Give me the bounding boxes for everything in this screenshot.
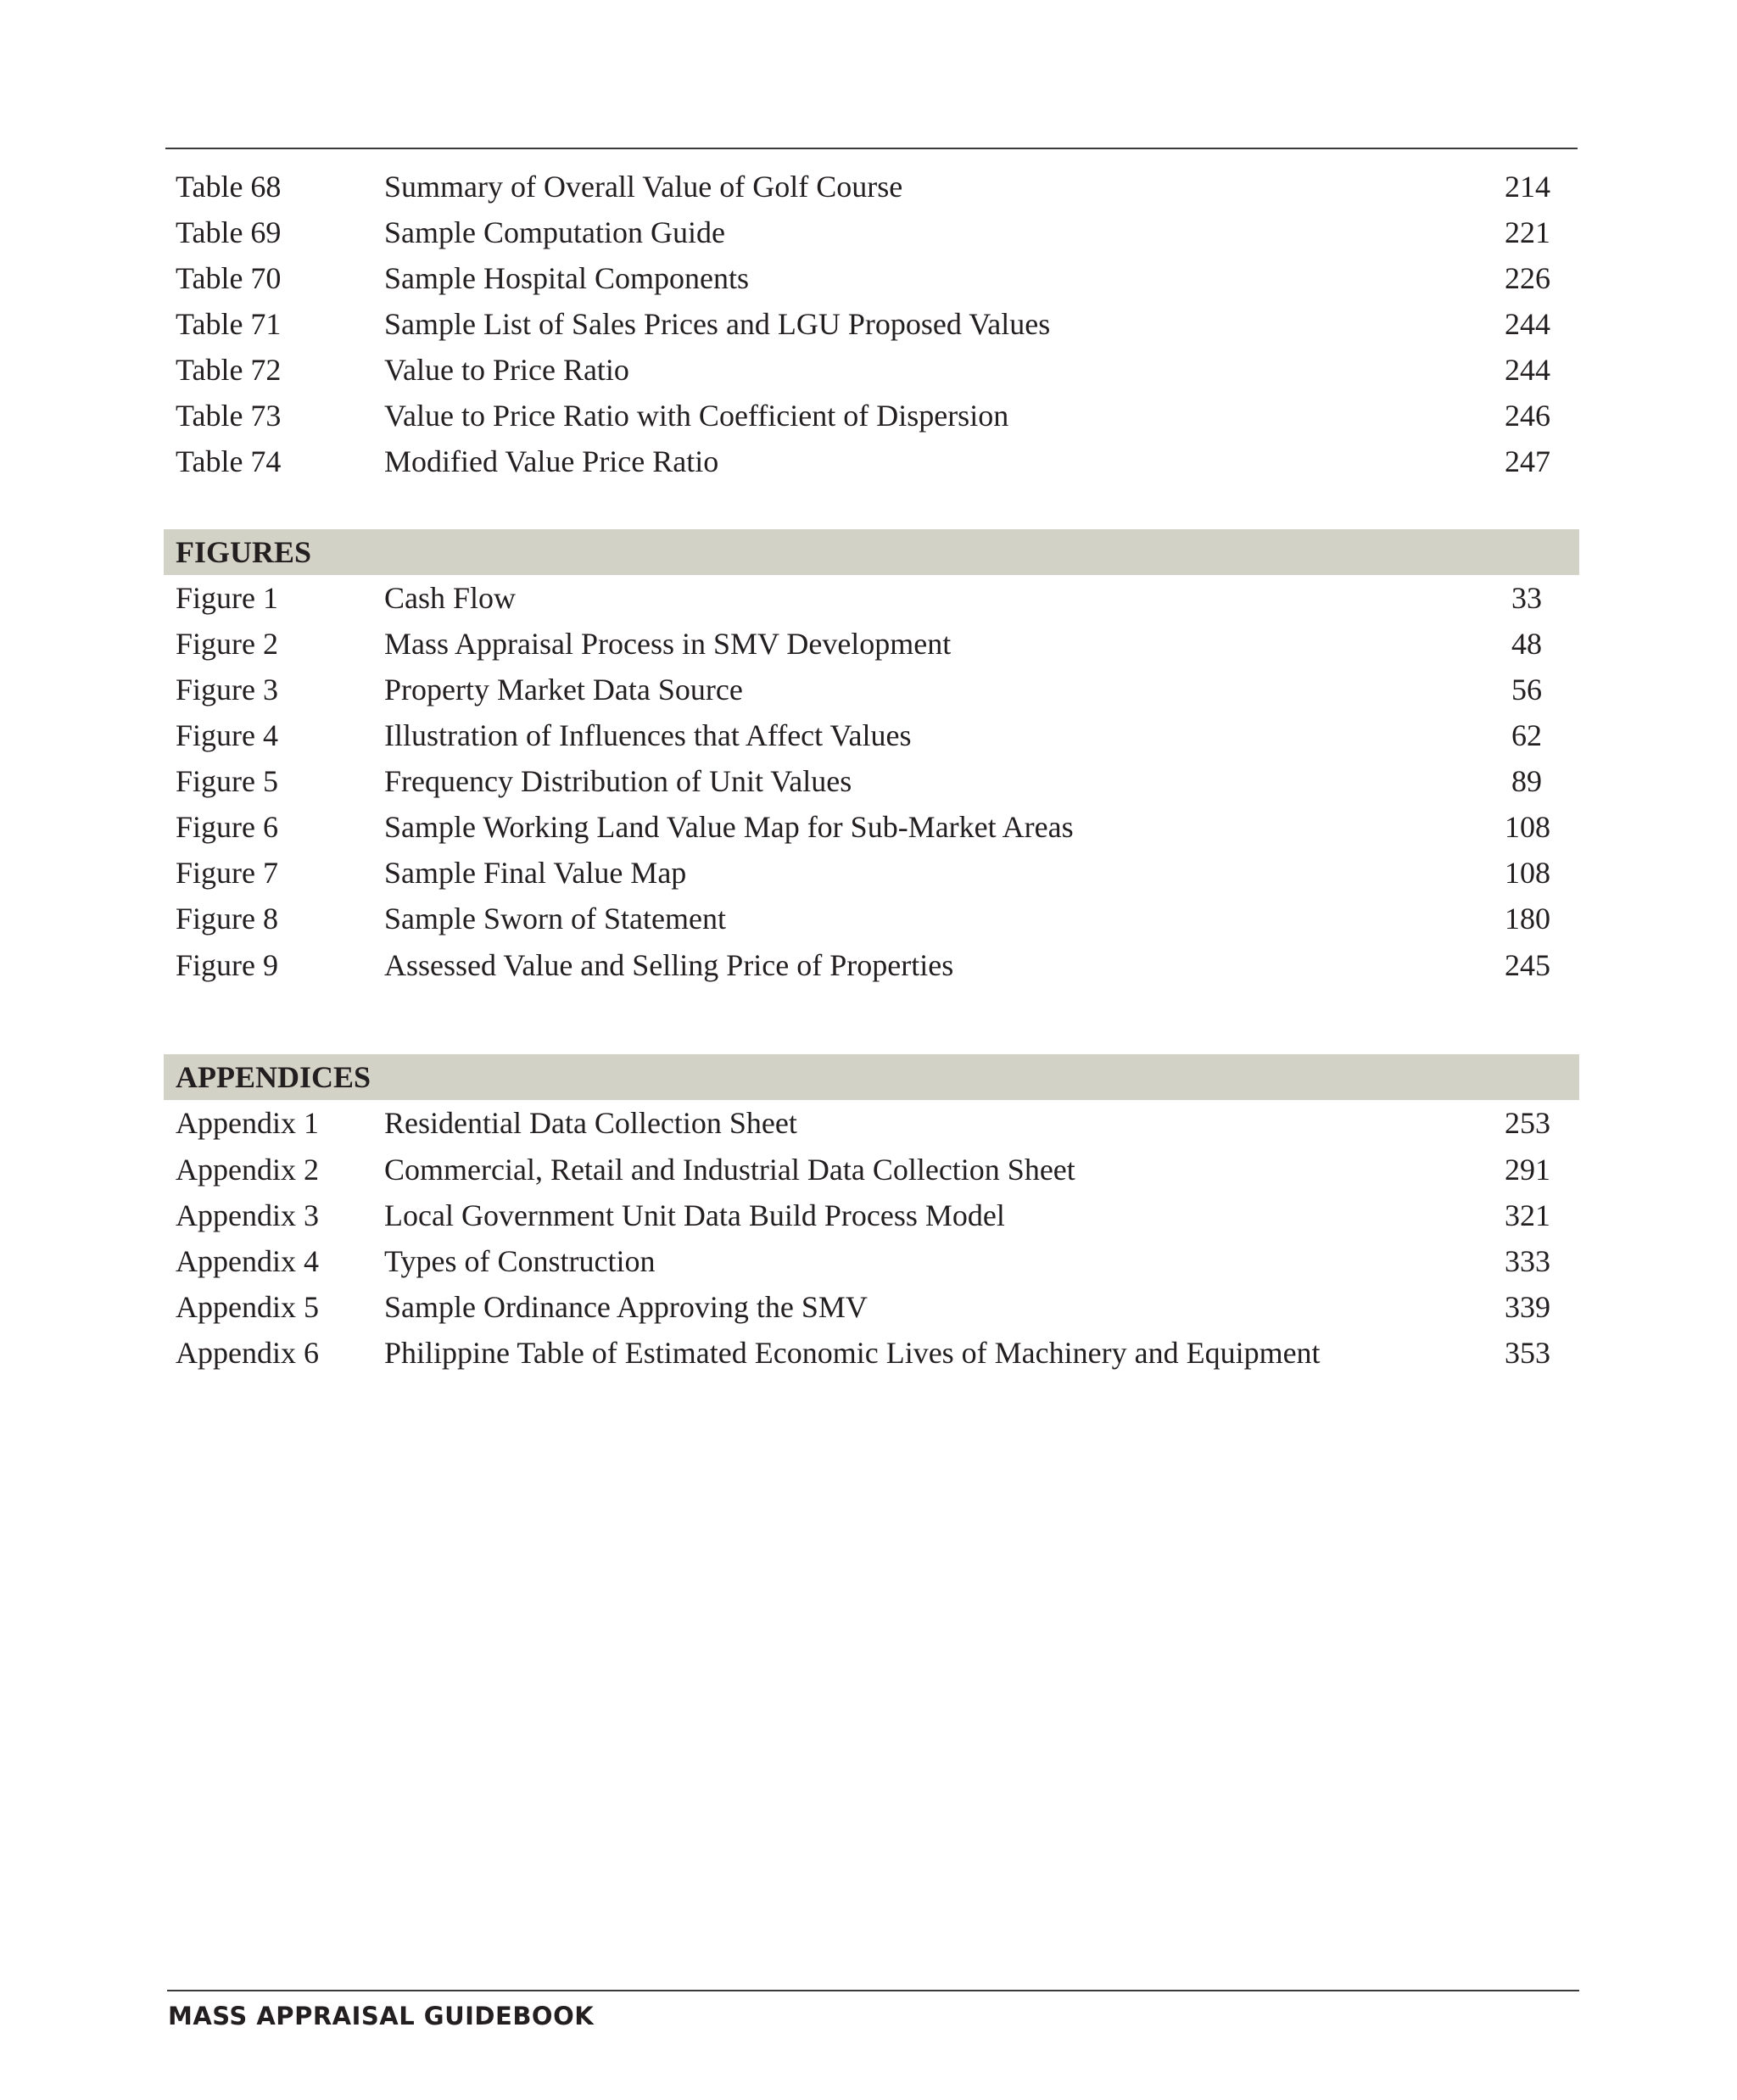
entry-label: Figure 2 (176, 627, 278, 661)
entry-page-number: 247 (1505, 444, 1550, 478)
toc-entry-figure-3[interactable] (165, 667, 1578, 712)
entry-title: Sample Sworn of Statement (384, 902, 726, 936)
toc-entry-appendix-6[interactable] (165, 1330, 1578, 1376)
entry-title: Sample Final Value Map (384, 856, 687, 890)
entry-page-number: 108 (1505, 856, 1550, 890)
entry-label: Appendix 5 (176, 1290, 319, 1324)
entry-page-number: 333 (1505, 1244, 1550, 1278)
entry-title: Sample Working Land Value Map for Sub-Market Areas (384, 810, 1074, 844)
toc-entry-figure-7[interactable] (165, 850, 1578, 896)
entry-title: Sample List of Sales Prices and LGU Proposed Values (384, 307, 1051, 341)
entry-title: Modified Value Price Ratio (384, 444, 719, 478)
entry-title: Summary of Overall Value of Golf Course (384, 170, 903, 204)
entry-page-number: 245 (1505, 948, 1550, 982)
entry-label: Appendix 1 (176, 1106, 319, 1140)
entry-label: Figure 6 (176, 810, 278, 844)
entry-page-number: 180 (1505, 902, 1550, 936)
toc-entry-figure-2[interactable] (165, 621, 1578, 667)
entry-label: Figure 9 (176, 948, 278, 982)
entry-label: Table 73 (176, 399, 282, 433)
entry-label: Figure 3 (176, 673, 278, 707)
entry-page-number: 246 (1505, 399, 1550, 433)
section-heading: FIGURES (176, 535, 312, 569)
entry-title: Sample Hospital Components (384, 261, 749, 295)
entry-page-number: 221 (1505, 215, 1550, 249)
toc-entry-table-71[interactable] (165, 301, 1578, 347)
entry-title: Sample Computation Guide (384, 215, 725, 249)
entry-title: Local Government Unit Data Build Process Model (384, 1198, 1005, 1232)
toc-entry-appendix-1[interactable] (165, 1100, 1578, 1146)
figures-section-header (164, 529, 1579, 575)
entry-title: Mass Appraisal Process in SMV Development (384, 627, 952, 661)
entry-label: Appendix 3 (176, 1198, 319, 1232)
toc-entry-table-68[interactable] (165, 164, 1578, 209)
toc-entry-figure-8[interactable] (165, 896, 1578, 941)
entry-page-number: 244 (1505, 353, 1550, 387)
entry-title: Value to Price Ratio with Coefficient of Dispersion (384, 399, 1009, 433)
entry-page-number: 353 (1505, 1336, 1550, 1370)
entry-page-number: 214 (1505, 170, 1550, 204)
entry-label: Table 68 (176, 170, 282, 204)
entry-label: Appendix 4 (176, 1244, 319, 1278)
toc-entry-table-69[interactable] (165, 209, 1578, 255)
entry-label: Figure 1 (176, 581, 278, 615)
appendices-section-header (164, 1054, 1579, 1100)
entry-title: Residential Data Collection Sheet (384, 1106, 797, 1140)
entry-title: Types of Construction (384, 1244, 656, 1278)
entry-title: Philippine Table of Estimated Economic Lives of Machinery and Equipment (384, 1336, 1321, 1370)
entry-title: Frequency Distribution of Unit Values (384, 764, 852, 798)
toc-entry-figure-6[interactable] (165, 804, 1578, 850)
toc-entry-appendix-3[interactable] (165, 1192, 1578, 1238)
entry-title: Assessed Value and Selling Price of Properties (384, 948, 954, 982)
toc-entry-figure-4[interactable] (165, 712, 1578, 758)
toc-entry-table-73[interactable] (165, 393, 1578, 438)
footer-rule (167, 1990, 1579, 1991)
entry-title: Property Market Data Source (384, 673, 743, 707)
entry-page-number: 291 (1505, 1153, 1550, 1187)
entry-page-number: 253 (1505, 1106, 1550, 1140)
entry-label: Figure 4 (176, 718, 278, 752)
entry-page-number: 48 (1511, 627, 1542, 661)
toc-entry-table-72[interactable] (165, 347, 1578, 393)
entry-page-number: 244 (1505, 307, 1550, 341)
entry-page-number: 56 (1511, 673, 1542, 707)
entry-page-number: 89 (1511, 764, 1542, 798)
toc-entry-appendix-5[interactable] (165, 1284, 1578, 1330)
top-rule (165, 148, 1578, 149)
toc-entry-appendix-2[interactable] (165, 1147, 1578, 1192)
toc-entry-figure-1[interactable] (165, 575, 1578, 621)
entry-title: Sample Ordinance Approving the SMV (384, 1290, 868, 1324)
entry-title: Value to Price Ratio (384, 353, 629, 387)
entry-title: Cash Flow (384, 581, 517, 615)
entry-label: Table 69 (176, 215, 282, 249)
entry-label: Figure 5 (176, 764, 278, 798)
entry-page-number: 62 (1511, 718, 1542, 752)
entry-page-number: 226 (1505, 261, 1550, 295)
entry-label: Table 71 (176, 307, 282, 341)
entry-page-number: 321 (1505, 1198, 1550, 1232)
toc-entry-figure-5[interactable] (165, 758, 1578, 804)
entry-title: Commercial, Retail and Industrial Data Collection Sheet (384, 1153, 1075, 1187)
entry-label: Appendix 6 (176, 1336, 319, 1370)
entry-label: Figure 7 (176, 856, 278, 890)
toc-entry-appendix-4[interactable] (165, 1238, 1578, 1284)
entry-label: Figure 8 (176, 902, 278, 936)
toc-entry-table-74[interactable] (165, 438, 1578, 484)
entry-label: Table 70 (176, 261, 282, 295)
entry-title: Illustration of Influences that Affect Values (384, 718, 912, 752)
entry-page-number: 339 (1505, 1290, 1550, 1324)
entry-page-number: 33 (1511, 581, 1542, 615)
entry-label: Table 72 (176, 353, 282, 387)
toc-entry-table-70[interactable] (165, 255, 1578, 301)
section-heading: APPENDICES (176, 1060, 371, 1094)
entry-label: Table 74 (176, 444, 282, 478)
entry-page-number: 108 (1505, 810, 1550, 844)
entry-label: Appendix 2 (176, 1153, 319, 1187)
footer-book-title: MASS APPRAISAL GUIDEBOOK (168, 2002, 595, 2030)
toc-entry-figure-9[interactable] (165, 942, 1578, 988)
